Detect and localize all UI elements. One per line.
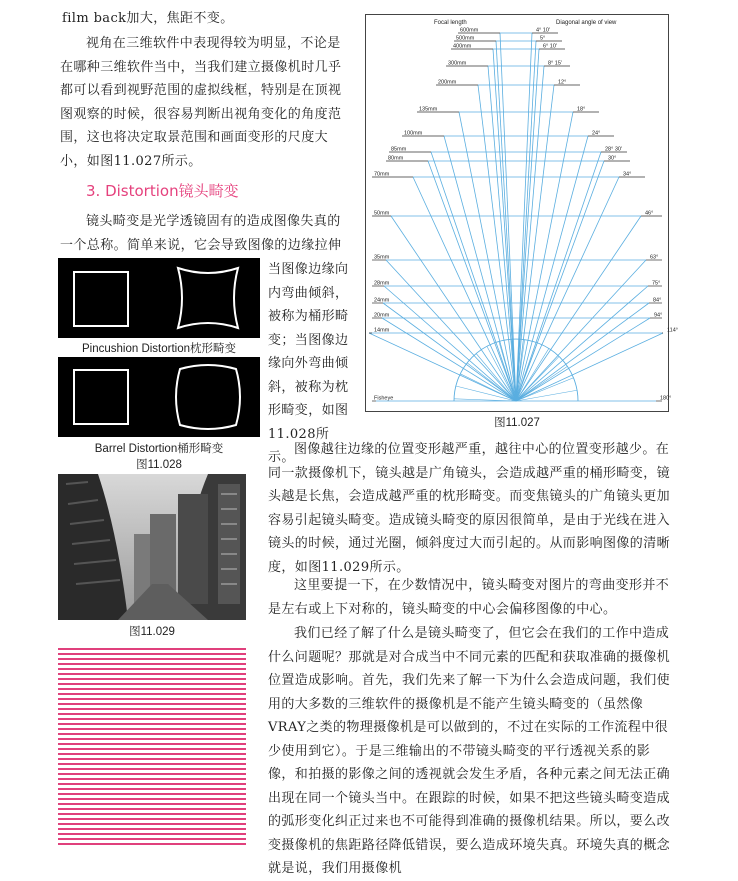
angle-label-13: 84° <box>653 297 662 304</box>
focal-length-chart <box>365 14 678 412</box>
focal-label-50mm: 50mm <box>374 210 390 217</box>
focal-label-28mm: 28mm <box>374 280 390 287</box>
paragraph-distortion-problems: 我们已经了解了什么是镜头畸变了，但它会在我们的工作中造成什么问题呢？那就是对合成当中不同元素的匹配和获取准确的摄像机位置造成影响。首先，我们先来了解一下为什么会造成问题，我们使用的大多数的三维软件的摄像机是不能产生镜头畸变的（虽然像VRAY之类的物理摄像机是可以做到的，不过在实际的工作流程中很少使用到它）。于是三维输出的不带镜头畸变的平行透视关系的影像，和拍摄的影像之间的透视就会发生矛盾，各种元素之间无法正确出现在同一个镜头当中。在跟踪的时候，如果不把这些镜头畸变造成的弧形变化纠正过来也不可能得到准确的摄像机结果。所以，要么改变摄像机的焦距路径降低错误，要么造成环境失真。环境失真的概念就是说，我们用摄像机 <box>268 626 671 876</box>
angle-label-0: 4° 10' <box>536 27 550 34</box>
focal-label-80mm: 80mm <box>388 155 404 162</box>
focal-label-35mm: 35mm <box>374 254 390 261</box>
fan-ray-500mm-r <box>516 41 536 401</box>
chart-header-focal-length: Focal length <box>434 20 467 26</box>
figure-label-11-027: 图11.027 <box>494 417 540 429</box>
focal-label-400mm: 400mm <box>453 43 472 50</box>
focal-label-70mm: 70mm <box>374 171 390 178</box>
angle-label-12: 75° <box>652 280 661 287</box>
paragraph-distortion-severity: 图像越往边缘的位置变形越严重，越往中心的位置变形越少。在同一款摄像机下，镜头越是广角镜头，会造成越严重的桶形畸变，镜头越是长焦，会造成越严重的枕形畸变。而变焦镜头的广角镜头更加容易引起镜头畸变。造成镜头畸变的原因很简单，是由于光线在进入镜头的时候，通过光圈，倾斜度过大而引起的。从而影响图像的清晰度，如图11.029所示。 <box>268 442 671 575</box>
fisheye-ray-130 <box>476 354 516 401</box>
focal-label-85mm: 85mm <box>391 146 407 153</box>
caption-pincushion: Pincushion Distortion枕形畸变 <box>81 343 237 355</box>
fan-ray-20mm-r <box>516 318 650 401</box>
section-heading-distortion: 3. Distortion镜头畸变 <box>86 182 239 200</box>
pincushion-distortion-image <box>58 258 260 338</box>
angle-label-5: 18° <box>577 106 586 113</box>
fisheye-arc <box>454 339 578 401</box>
angle-label-2: 6° 10' <box>543 43 557 50</box>
barrel-distortion-image <box>58 357 260 437</box>
caption-barrel: Barrel Distortion桶形畸变 <box>94 443 224 455</box>
focal-label-600mm: 600mm <box>460 27 479 34</box>
angle-label-10: 46° <box>645 210 654 217</box>
text-line-top: film back加大，焦距不变。 <box>62 11 234 26</box>
fan-ray-135mm-r <box>516 112 573 401</box>
fan-ray-600mm-l <box>500 33 516 401</box>
angle-label-6: 24° <box>592 130 601 137</box>
focal-label-500mm: 500mm <box>456 35 475 42</box>
angle-label-16: 180° <box>660 395 672 402</box>
figure-label-11-029: 图11.029 <box>129 626 175 638</box>
focal-length-diagram <box>366 15 678 411</box>
angle-label-15: 114° <box>667 327 678 334</box>
figure-label-11-028: 图11.028 <box>136 459 182 471</box>
paragraph-angle-of-view: 视角在三维软件中表现得较为明显，不论是在哪种三维软件当中，当我们建立摄像机时几乎都可以看到视野范围的虚拟线框，特别是在顶视图观察的时候，很容易判断出视角变化的角度范围，这也将决定取景范围和画面变形的尺度大小，如图11.027所示。 <box>60 36 342 169</box>
focal-label-14mm: 14mm <box>374 327 390 334</box>
focal-label-20mm: 20mm <box>374 312 390 319</box>
chart-header-angle-of-view: Diagonal angle of view <box>556 20 617 26</box>
angle-label-8: 30° <box>608 155 617 162</box>
fan-ray-135mm-l <box>459 112 516 401</box>
paragraph-distortion-intro: 镜头畸变是光学透镜固有的造成图像失真的一个总称。简单来说，它会导致图像的边缘拉伸 <box>60 214 342 253</box>
angle-label-11: 63° <box>650 254 659 261</box>
focal-label-fisheye: Fisheye <box>374 395 394 402</box>
focal-label-300mm: 300mm <box>448 60 467 67</box>
focal-label-200mm: 200mm <box>438 79 457 86</box>
focal-label-135mm: 135mm <box>419 106 438 113</box>
fan-ray-500mm-l <box>496 41 516 401</box>
paragraph-asymmetric-distortion: 这里要提一下，在少数情况中，镜头畸变对图片的弯曲变形并不是左右或上下对称的，镜头畸变的中心会偏移图像的中心。 <box>268 578 670 617</box>
angle-label-1: 5° <box>540 35 546 42</box>
angle-label-9: 34° <box>623 171 632 178</box>
angle-label-7: 28° 30' <box>605 146 623 153</box>
angle-label-3: 8° 15' <box>548 60 562 67</box>
angle-label-14: 94° <box>654 312 663 319</box>
angle-label-4: 12° <box>558 79 567 86</box>
fan-ray-20mm-l <box>382 318 516 401</box>
paragraph-barrel-pincushion: 当图像边缘向内弯曲倾斜，被称为桶形畸变；当图像边缘向外弯曲倾斜，被称为枕形畸变，如图11.028所示。 <box>268 262 349 465</box>
focal-label-100mm: 100mm <box>404 130 423 137</box>
decorative-stripes <box>58 648 246 848</box>
focal-label-24mm: 24mm <box>374 297 390 304</box>
street-distortion-photo <box>58 474 246 620</box>
